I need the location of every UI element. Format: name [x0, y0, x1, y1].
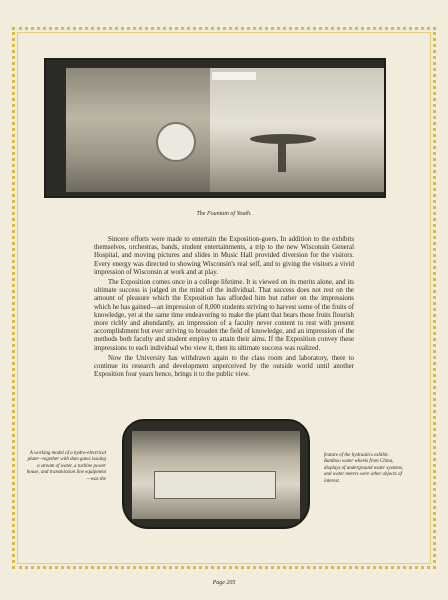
paragraph-3: Now the University has withdrawn again to the class room and laboratory, there to continue its research and development unperceived by the outside world until another Exposition four years hence, brings it to the public view. [94, 354, 354, 379]
paragraph-1: Sincere efforts were made to entertain the Exposition-goers. In addition to the exhibits themselves, orchestras, bands, student entertainments, a trip to the new Wisconsin General Hospital, and moving pictures and slides in Music Hall provided diversion for the visitors. Every energy was directed to showing Wisconsin's real self, and to giving the visitors a vivid impression of Wisconsin at work and at play. [94, 236, 354, 276]
paragraph-2: The Exposition comes once in a college lifetime. It is viewed on its merits alone, and its ultimate success is judged in the mind of the individual. That success does not rest on the amount of pleasure which the Exposition has afforded him but rather on the impressions which he has gained—an impression of 8,000 students striving to harvest some of the fruits of knowledge, yet at the same time endeavoring to make the plant that bears those fruits flourish more richly and abundantly, an impression of a faculty never content to rest with present accomplishment but ever striving to broaden the field of knowledge, and an impression of the methods both faculty and student employ to attain their aims. If the Exposition convey these impressions to each individual who view it, then its ultimate success was realized. [94, 279, 354, 352]
photo-sign [212, 72, 256, 80]
photo-fountain-stem [278, 142, 286, 172]
side-caption-right: feature of the hydraulics exhibit. Bamboo water wheels from China, displays of underground water systems, and water meters were other objects of interest. [324, 453, 403, 484]
photo-exhibit-model [154, 471, 276, 499]
hydraulics-exhibit-photo [122, 419, 310, 529]
page-number: Page 205 [212, 580, 236, 586]
side-caption-left: A working model of a hydro-electrical plant—together with dam gates issuing a stream of water, a turbine power house, and transmission line equipment—was the [26, 451, 106, 482]
photo-caption: The Fountain of Youth. [196, 211, 252, 217]
article-body [94, 236, 354, 381]
photo-wheel [156, 122, 196, 162]
fountain-of-youth-photo [44, 58, 386, 198]
photo-right-booth [210, 68, 384, 192]
